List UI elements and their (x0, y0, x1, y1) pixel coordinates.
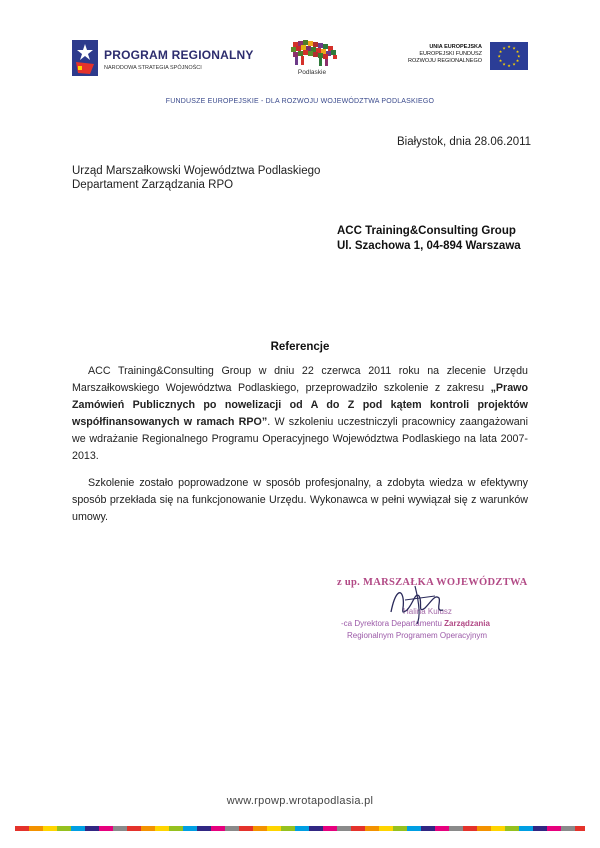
footer-bar-segment (407, 826, 421, 831)
footer-url: www.rpowp.wrotapodlasia.pl (226, 795, 374, 807)
footer-bar-segment (463, 826, 477, 831)
footer-bar-segment (155, 826, 169, 831)
program-title: PROGRAM REGIONALNY (104, 48, 254, 62)
stamp-line1: z up. MARSZAŁKA WOJEWÓDZTWA (337, 577, 528, 588)
recipient-line1: ACC Training&Consulting Group (337, 225, 516, 237)
footer-bar-segment (183, 826, 197, 831)
paragraph-1-text: ACC Training&Consulting Group w dniu 22 czerwca 2011 roku na zlecenie Urzędu Marszałkowskiego Województwa Podlaskiego, przeprowadziło szkolenie z zakresu (72, 365, 528, 394)
footer-bar-segment (351, 826, 365, 831)
svg-text:★: ★ (512, 61, 516, 67)
podlaskie-logo (287, 38, 345, 78)
footer-bar-segment (253, 826, 267, 831)
sender-line2: Departament Zarządzania RPO (72, 178, 234, 191)
footer-bar-segment (225, 826, 239, 831)
footer-bar-segment (267, 826, 281, 831)
footer-bar-segment (421, 826, 435, 831)
footer-bar-segment (239, 826, 253, 831)
footer-bar-segment (505, 826, 519, 831)
program-subtitle: NARODOWA STRATEGIA SPÓJNOŚCI (104, 65, 202, 71)
header-tagline: FUNDUSZE EUROPEJSKIE - DLA ROZWOJU WOJEWÓDZTWA PODLASKIEGO (165, 98, 435, 105)
svg-text:★: ★ (515, 58, 520, 64)
eu-logo (398, 42, 528, 78)
footer-bar-segment (141, 826, 155, 831)
svg-text:★: ★ (512, 45, 516, 51)
recipient-line2: Ul. Szachowa 1, 04-894 Warszawa (337, 240, 521, 252)
svg-text:★: ★ (498, 48, 503, 54)
paragraph-1-text-end: . W szkoleniu uczestniczyli pracownicy zaangażowani we wdrażanie Regionalnego Programu Operacyjnego Województwa Podlaskiego na lata 2007-2013. (72, 416, 528, 462)
svg-text:★: ★ (507, 63, 511, 68)
footer-bar-segment (197, 826, 211, 831)
eu-text (408, 44, 482, 65)
sender-block (72, 165, 320, 192)
sender-line1: Urząd Marszałkowski Województwa Podlaskiego (72, 165, 321, 177)
program-regionalny-logo (72, 40, 254, 80)
footer-color-bar (15, 826, 585, 831)
svg-text:★: ★ (498, 58, 503, 64)
body-paragraph-1 (72, 363, 528, 465)
podlaskie-caption: Podlaskie (297, 69, 327, 76)
training-title: „Prawo Zamówień Publicznych po nowelizacji od A do Z pod kątem kontroli projektów współfinansowanych w ramach RPO” (72, 382, 528, 428)
svg-text:★: ★ (497, 53, 501, 59)
footer-bar-segment (393, 826, 407, 831)
stamp-line3-bold: Zarządzania (444, 619, 490, 628)
footer-bar-segment (127, 826, 141, 831)
footer-bar-segment (71, 826, 85, 831)
footer-bar-segment (57, 826, 71, 831)
footer-bar-segment (379, 826, 393, 831)
svg-text:★: ★ (502, 61, 506, 67)
handwritten-signature (385, 582, 465, 626)
footer-bar-segment (337, 826, 351, 831)
date-line: Białystok, dnia 28.06.2011 (397, 136, 532, 148)
footer-bar-segment (29, 826, 43, 831)
footer-bar-segment (323, 826, 337, 831)
eu-line3: ROZWOJU REGIONALNEGO (408, 58, 482, 64)
eu-line1: UNIA EUROPEJSKA (429, 44, 482, 50)
footer-bar-segment (533, 826, 547, 831)
stamp-line3-prefix: -ca Dyrektora Departamentu (341, 619, 445, 628)
footer-bar-segment (15, 826, 29, 831)
footer-bar-segment (99, 826, 113, 831)
letter-subject: Referencje (270, 341, 330, 353)
svg-text:★: ★ (507, 44, 511, 49)
footer-bar-segment (211, 826, 225, 831)
footer-bar-segment (169, 826, 183, 831)
footer-bar-segment (561, 826, 575, 831)
footer-bar-segment (477, 826, 491, 831)
stamp-line4: Regionalnym Programem Operacyjnym (347, 631, 488, 640)
eu-flag-icon (490, 42, 528, 70)
footer-bar-segment (575, 826, 585, 831)
eu-line2: EUROPEJSKI FUNDUSZ (419, 51, 482, 57)
footer-bar-segment (85, 826, 99, 831)
star-flag-icon (72, 40, 98, 76)
footer-bar-segment (491, 826, 505, 831)
footer-bar-segment (365, 826, 379, 831)
footer-bar-segment (295, 826, 309, 831)
bison-icon (287, 38, 345, 70)
footer-bar-segment (435, 826, 449, 831)
footer-bar-segment (547, 826, 561, 831)
footer-bar-segment (519, 826, 533, 831)
footer-bar-segment (281, 826, 295, 831)
stamp-name: Halina Kulusz (403, 607, 452, 616)
footer-bar-segment (43, 826, 57, 831)
svg-text:★: ★ (517, 53, 521, 59)
body-paragraph-2: Szkolenie zostało poprowadzone w sposób profesjonalny, a zdobyta wiedza w efektywny sposób przekłada się na funkcjonowanie Urzędu. Wykonawca w pełni wywiązał się z warunków umowy. (72, 477, 528, 523)
svg-text:★: ★ (515, 48, 520, 54)
footer-bar-segment (113, 826, 127, 831)
recipient-block (337, 224, 521, 254)
svg-text:★: ★ (502, 45, 506, 51)
footer-bar-segment (309, 826, 323, 831)
footer-bar-segment (449, 826, 463, 831)
